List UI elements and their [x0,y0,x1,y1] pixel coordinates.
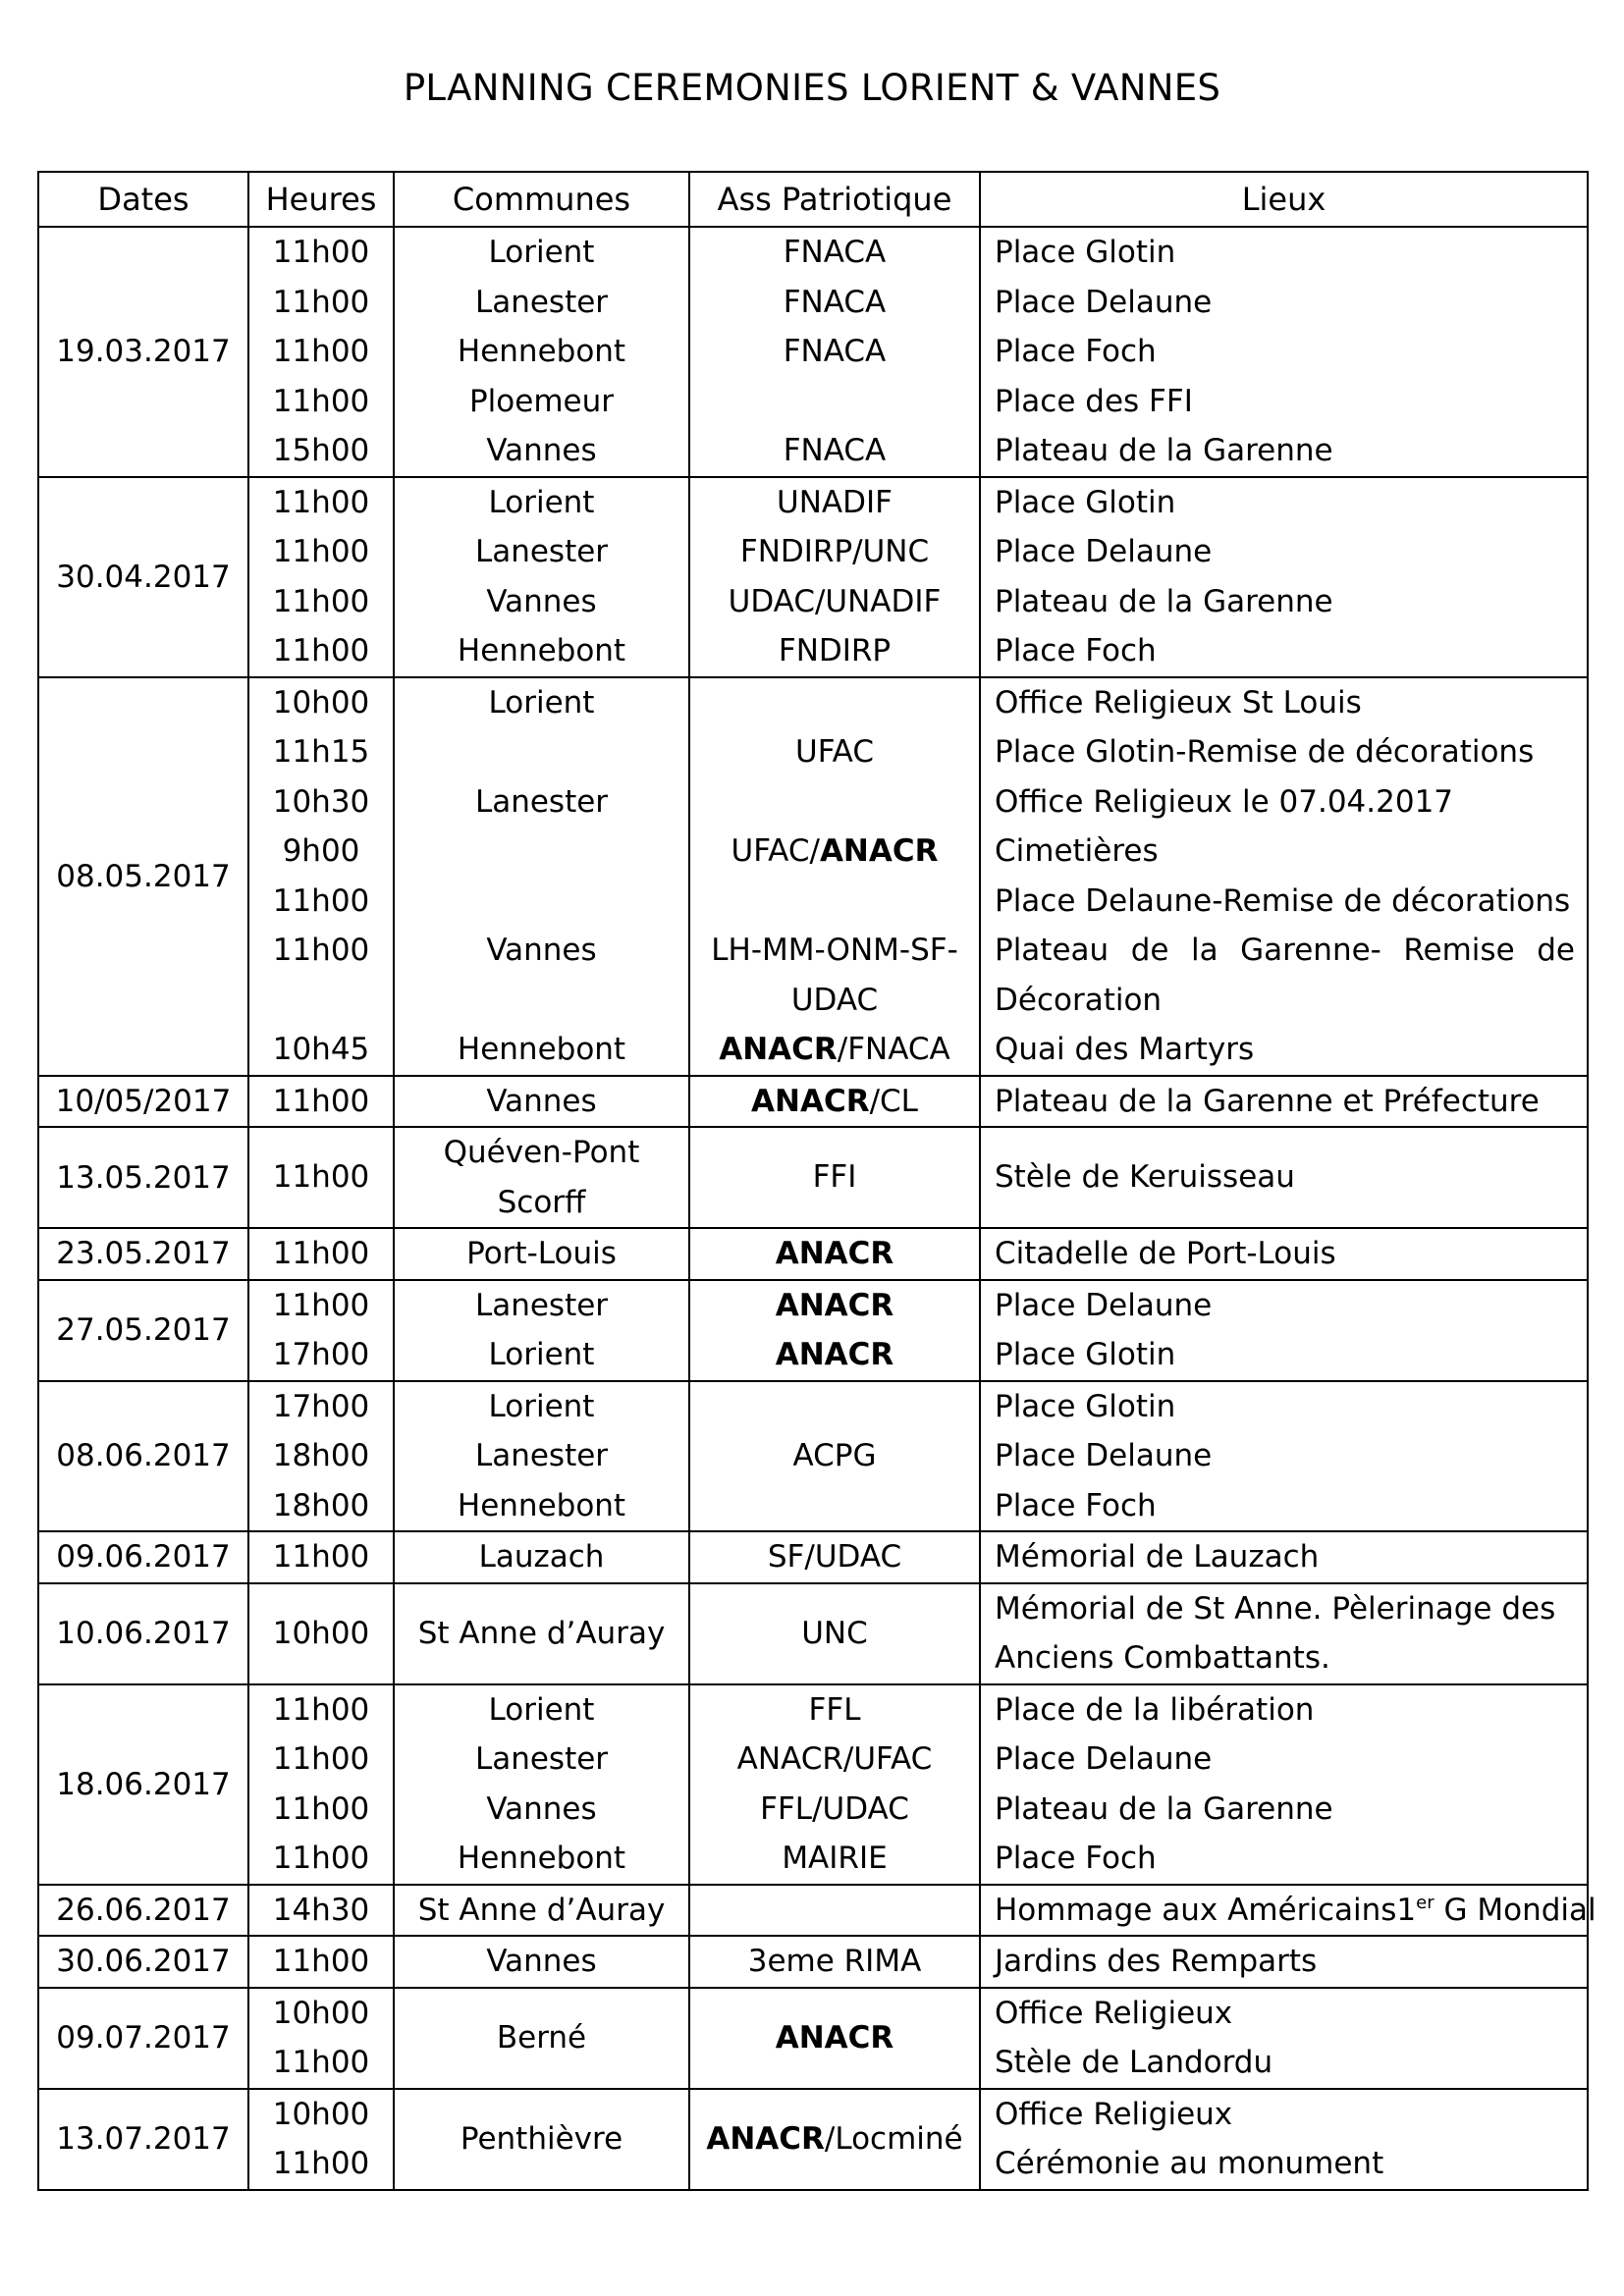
heure-line: 11h00 [272,1841,370,1876]
heure-line: 11h00 [272,1287,370,1323]
lieux-line: Place Glotin [995,1388,1176,1424]
heure-line: 18h00 [272,1487,370,1523]
heure-line: 11h15 [272,734,370,770]
justified-word: Garenne- [1240,933,1381,968]
table-row [38,2089,1588,2190]
lieux-line: Place Foch [995,1841,1157,1876]
heures-cell [248,1583,394,1684]
communes-line: Lorient [488,1388,595,1424]
communes-line: Vannes [486,1944,597,1979]
lieux-cell [980,1988,1588,2089]
assoc-cell [689,1076,980,1128]
assoc-line: FFI [812,1159,857,1196]
heure-line: 10h00 [272,1995,370,2031]
table-row [38,1684,1588,1885]
communes-line: Lorient [488,684,595,721]
lieux-line: Office Religieux [995,1995,1233,2031]
assoc-line: ACPG [792,1438,877,1473]
header-row [38,172,1588,227]
commune-cell [394,477,689,677]
commune-cell [394,1988,689,2089]
heures-cell [248,227,394,477]
assoc-cell [689,1381,980,1532]
header-ass-patriotique: Ass Patriotique [689,172,980,227]
heure-line: 11h00 [272,1539,370,1575]
date-value: 08.06.2017 [56,1438,231,1474]
header-communes: Communes [394,172,689,227]
date-cell [38,677,248,1076]
lieux-line: Place Foch [995,334,1157,369]
lieux-cell [980,1381,1588,1532]
lieux-line: Place de la libération [995,1691,1315,1728]
assoc-cell [689,1988,980,2089]
text-segment: Hommage aux Américains1 [995,1892,1417,1928]
heure-line: 10h30 [272,783,370,820]
lieux-line: Plateau de la Garenne [995,583,1333,619]
assoc-cell [689,1885,980,1937]
heure-line: 11h00 [272,882,370,919]
assoc-line [690,1330,979,1380]
lieux-line: Place Glotin [995,235,1176,270]
communes-line: Vannes [486,433,597,468]
assoc-cell [689,1583,980,1684]
text-segment: ANACR [775,1236,894,1271]
communes-line: Vannes [486,933,597,968]
assoc-line: UDAC [790,982,879,1018]
heure-line: 11h00 [272,633,370,668]
heures-cell [248,1127,394,1228]
heure-line: 11h00 [272,1741,370,1777]
text-segment: /FNACA [837,1032,950,1067]
date-cell [38,1583,248,1684]
heures-cell [248,1988,394,2089]
text-segment: ANACR [775,2019,894,2056]
lieux-cell [980,1684,1588,1885]
assoc-line: LH-MM-ONM-SF- [711,933,958,968]
text-segment: /CL [869,1083,918,1119]
heure-line: 11h00 [272,583,370,619]
lieux-line: Place Delaune [995,1438,1213,1473]
table-row [38,677,1588,1076]
commune-cell [394,677,689,1076]
heures-cell [248,1280,394,1381]
date-value: 10/05/2017 [55,1083,232,1119]
table-row [38,227,1588,477]
heure-line: 11h00 [272,1083,370,1119]
communes-line: Vannes [486,583,597,619]
lieux-line: Place Glotin [995,484,1176,520]
communes-line: Hennebont [457,1032,626,1067]
heure-line: 10h45 [272,1032,370,1067]
commune-cell [394,1076,689,1128]
heure-line: 14h30 [272,1892,370,1928]
communes-line: Hennebont [457,1487,626,1523]
commune-cell [394,1127,689,1228]
communes-line: Lanester [474,1438,609,1473]
date-value: 26.06.2017 [56,1892,231,1928]
communes-line: Lorient [488,1337,595,1372]
justified-word: Plateau [995,933,1110,968]
justified-word: de [1130,933,1169,968]
lieux-line: Jardins des Remparts [995,1944,1318,1979]
assoc-line: MAIRIE [782,1841,888,1876]
heure-line: 11h00 [272,1944,370,1979]
lieux-line: Place Foch [995,1487,1157,1523]
table-row [38,477,1588,677]
assoc-line: UFAC [795,734,874,770]
lieux-line: Plateau de la Garenne [995,1790,1333,1827]
table-row [38,1127,1588,1228]
date-value: 19.03.2017 [56,334,231,370]
heure-line: 11h00 [272,284,370,320]
assoc-line: 3eme RIMA [747,1944,922,1979]
date-value: 13.05.2017 [56,1159,231,1196]
lieux-line: Place Foch [995,633,1157,668]
lieux-line: Plateau de la Garenne et Préfecture [995,1083,1540,1119]
communes-line: Hennebont [457,334,626,369]
communes-line: Lauzach [478,1539,605,1575]
commune-cell [394,1531,689,1583]
lieux-line: Place Glotin [995,1337,1176,1372]
heure-line: 11h00 [272,2146,370,2181]
date-cell [38,227,248,477]
assoc-line: FNACA [783,284,887,320]
communes-line: Hennebont [457,1841,626,1876]
heures-cell [248,477,394,677]
lieux-cell [980,1127,1588,1228]
commune-cell [394,1228,689,1280]
date-cell [38,477,248,677]
text-segment: ANACR [719,1032,838,1067]
heure-line: 11h00 [272,1236,370,1271]
text-segment: ANACR [706,2120,825,2157]
lieux-line: Place Delaune-Remise de décorations [995,882,1571,919]
assoc-line: ANACR/UFAC [736,1741,933,1777]
communes-line: Lorient [488,1691,595,1728]
lieux-line: Plateau de la Garenne [995,433,1333,468]
date-value: 30.04.2017 [56,559,231,595]
assoc-line [690,2013,979,2063]
text-segment: ANACR [819,833,939,869]
communes-line: Lanester [474,284,609,320]
communes-line: St Anne d’Auray [417,1615,666,1651]
lieux-cell [980,1885,1597,1937]
justified-word: la [1191,933,1218,968]
lieux-line: Place Delaune [995,1741,1213,1777]
lieux-line: Place des FFI [995,383,1193,419]
communes-line: Berné [496,2019,587,2056]
lieux-cell [980,1936,1588,1988]
communes-line: Scorff [497,1184,586,1220]
assoc-cell [689,1127,980,1228]
date-cell [38,1280,248,1381]
heure-line: 11h00 [272,933,370,968]
heure-line: 18h00 [272,1438,370,1473]
text-segment: /Locminé [824,2120,963,2157]
assoc-line: FNACA [783,235,887,270]
text-segment: er [1416,1892,1435,1913]
heures-cell [248,1936,394,1988]
text-segment: ANACR [775,1337,894,1372]
heure-line: 11h00 [272,2045,370,2080]
lieux-line: Cimetières [995,833,1159,869]
lieux-cell [980,2089,1588,2190]
heure-line: 17h00 [272,1337,370,1372]
heures-cell [248,1076,394,1128]
assoc-line [690,678,979,728]
communes-line [395,976,688,1026]
heure-line: 11h00 [272,534,370,569]
lieux-line: Stèle de Keruisseau [995,1159,1295,1196]
assoc-line: FFL/UDAC [760,1790,909,1827]
heures-cell [248,1381,394,1532]
date-cell [38,1531,248,1583]
table-row [38,1531,1588,1583]
assoc-line: UNC [801,1615,868,1651]
header-lieux: Lieux [980,172,1588,227]
date-cell [38,1381,248,1532]
justified-word: Remise [1403,933,1515,968]
date-cell [38,2089,248,2190]
date-value: 13.07.2017 [56,2121,231,2157]
header-heures: Heures [248,172,394,227]
communes-line [395,827,688,877]
text-segment: UFAC/ [731,833,820,869]
heure-line: 11h00 [272,383,370,419]
communes-line: Ploemeur [468,383,614,419]
heure-line: 10h00 [272,1615,370,1651]
commune-cell [394,1280,689,1381]
lieux-line: Office Religieux le 07.04.2017 [995,783,1454,820]
heure-line: 9h00 [282,833,360,869]
table-row [38,1583,1588,1684]
lieux-line: Citadelle de Port-Louis [995,1236,1336,1271]
lieux-cell [980,1076,1588,1128]
date-cell [38,1885,248,1937]
ceremonies-table [37,171,1597,2191]
date-value: 08.05.2017 [56,858,231,894]
commune-cell [394,1381,689,1532]
date-cell [38,1228,248,1280]
date-value: 10.06.2017 [56,1616,231,1651]
lieux-line: Place Glotin-Remise de décorations [995,734,1535,770]
assoc-cell [689,2089,980,2190]
lieux-cell [980,477,1588,677]
text-segment: G Mondial [1434,1892,1597,1928]
heure-line: 11h00 [272,334,370,369]
date-value: 27.05.2017 [56,1312,231,1348]
lieux-cell [980,227,1588,477]
commune-cell [394,1936,689,1988]
assoc-cell [689,1936,980,1988]
table-row [38,1936,1588,1988]
assoc-line: FNACA [783,334,887,369]
table-row [38,1280,1588,1381]
communes-line: Vannes [486,1790,597,1827]
date-value: 09.06.2017 [56,1539,231,1575]
communes-line: Lanester [474,534,609,569]
date-cell [38,1988,248,2089]
date-value: 23.05.2017 [56,1236,231,1272]
lieux-line: Place Delaune [995,1287,1213,1323]
commune-cell [394,1684,689,1885]
assoc-cell [689,1684,980,1885]
heures-cell [248,1684,394,1885]
commune-cell [394,2089,689,2190]
lieux-line: Mémorial de St Anne. Pèlerinage des [995,1590,1556,1627]
heure-line [249,976,393,1026]
communes-line: Vannes [486,1083,597,1119]
heure-line: 11h00 [272,484,370,520]
assoc-cell [689,1228,980,1280]
lieux-line: Place Delaune [995,534,1213,569]
assoc-line: FNDIRP/UNC [739,534,930,569]
assoc-line: UNADIF [777,484,893,520]
communes-line: Hennebont [457,633,626,668]
assoc-cell [689,227,980,477]
assoc-line [690,1886,979,1936]
date-cell [38,1684,248,1885]
lieux-cell [980,677,1588,1076]
communes-line: St Anne d’Auray [417,1892,666,1928]
lieux-line: Quai des Martyrs [995,1032,1255,1067]
date-cell [38,1936,248,1988]
commune-cell [394,1583,689,1684]
communes-line: Lanester [474,783,609,820]
assoc-cell [689,477,980,677]
table-row [38,1228,1588,1280]
lieux-line [995,1886,1597,1936]
lieux-line: Office Religieux St Louis [995,684,1362,721]
heures-cell [248,1228,394,1280]
assoc-cell [689,1280,980,1381]
heure-line: 11h00 [272,235,370,270]
heure-line: 15h00 [272,433,370,468]
date-cell [38,1076,248,1128]
communes-line [395,727,688,777]
text-segment: ANACR [751,1083,870,1119]
assoc-line [690,777,979,828]
table-row [38,1381,1588,1532]
communes-line: Lanester [474,1741,609,1777]
assoc-line [690,877,979,927]
assoc-line [690,1281,979,1331]
commune-cell [394,227,689,477]
heure-line: 10h00 [272,2096,370,2132]
date-value: 30.06.2017 [56,1944,231,1980]
assoc-line [690,1077,979,1127]
communes-line [395,877,688,927]
assoc-line [690,1229,979,1279]
heure-line: 11h00 [272,1691,370,1728]
lieux-line: Place Delaune [995,284,1213,320]
assoc-line: FNDIRP [778,633,892,668]
assoc-line [690,377,979,427]
date-value: 18.06.2017 [56,1766,231,1802]
heures-cell [248,1885,394,1937]
lieux-line: Office Religieux [995,2096,1233,2132]
heure-line: 10h00 [272,684,370,721]
assoc-line [690,1025,979,1075]
heures-cell [248,1531,394,1583]
table-row [38,1885,1588,1937]
assoc-cell [689,677,980,1076]
table-row [38,1988,1588,2089]
assoc-line [690,827,979,877]
communes-line: Lanester [474,1287,609,1323]
communes-line: Lorient [488,235,595,270]
document-title: PLANNING CEREMONIES LORIENT & VANNES [403,67,1221,109]
assoc-line: UDAC/UNADIF [728,583,942,619]
header-dates: Dates [38,172,248,227]
assoc-cell [689,1531,980,1583]
communes-line: Port-Louis [466,1236,617,1271]
lieux-line [995,926,1575,976]
assoc-line: FFL [808,1691,861,1728]
assoc-line: FNACA [783,433,887,468]
heures-cell [248,677,394,1076]
text-segment: ANACR [775,1287,894,1323]
lieux-line: Anciens Combattants. [995,1640,1330,1676]
lieux-cell [980,1531,1588,1583]
lieux-line: Mémorial de Lauzach [995,1539,1320,1575]
assoc-line [690,2114,979,2164]
date-cell [38,1127,248,1228]
lieux-line: Stèle de Landordu [995,2045,1273,2080]
lieux-cell [980,1280,1588,1381]
communes-line: Penthièvre [460,2120,623,2157]
commune-cell [394,1885,689,1937]
heure-line: 11h00 [272,1159,370,1196]
lieux-line: Décoration [995,982,1163,1018]
heure-line: 17h00 [272,1388,370,1424]
heures-cell [248,2089,394,2190]
table-row [38,1076,1588,1128]
communes-line: Lorient [488,484,595,520]
date-value: 09.07.2017 [56,2020,231,2056]
heure-line: 11h00 [272,1790,370,1827]
communes-line: Quéven-Pont [443,1135,640,1170]
lieux-cell [980,1228,1588,1280]
justified-word: de [1537,933,1575,968]
lieux-line: Cérémonie au monument [995,2146,1384,2181]
lieux-cell [980,1583,1588,1684]
assoc-line: SF/UDAC [767,1539,902,1575]
